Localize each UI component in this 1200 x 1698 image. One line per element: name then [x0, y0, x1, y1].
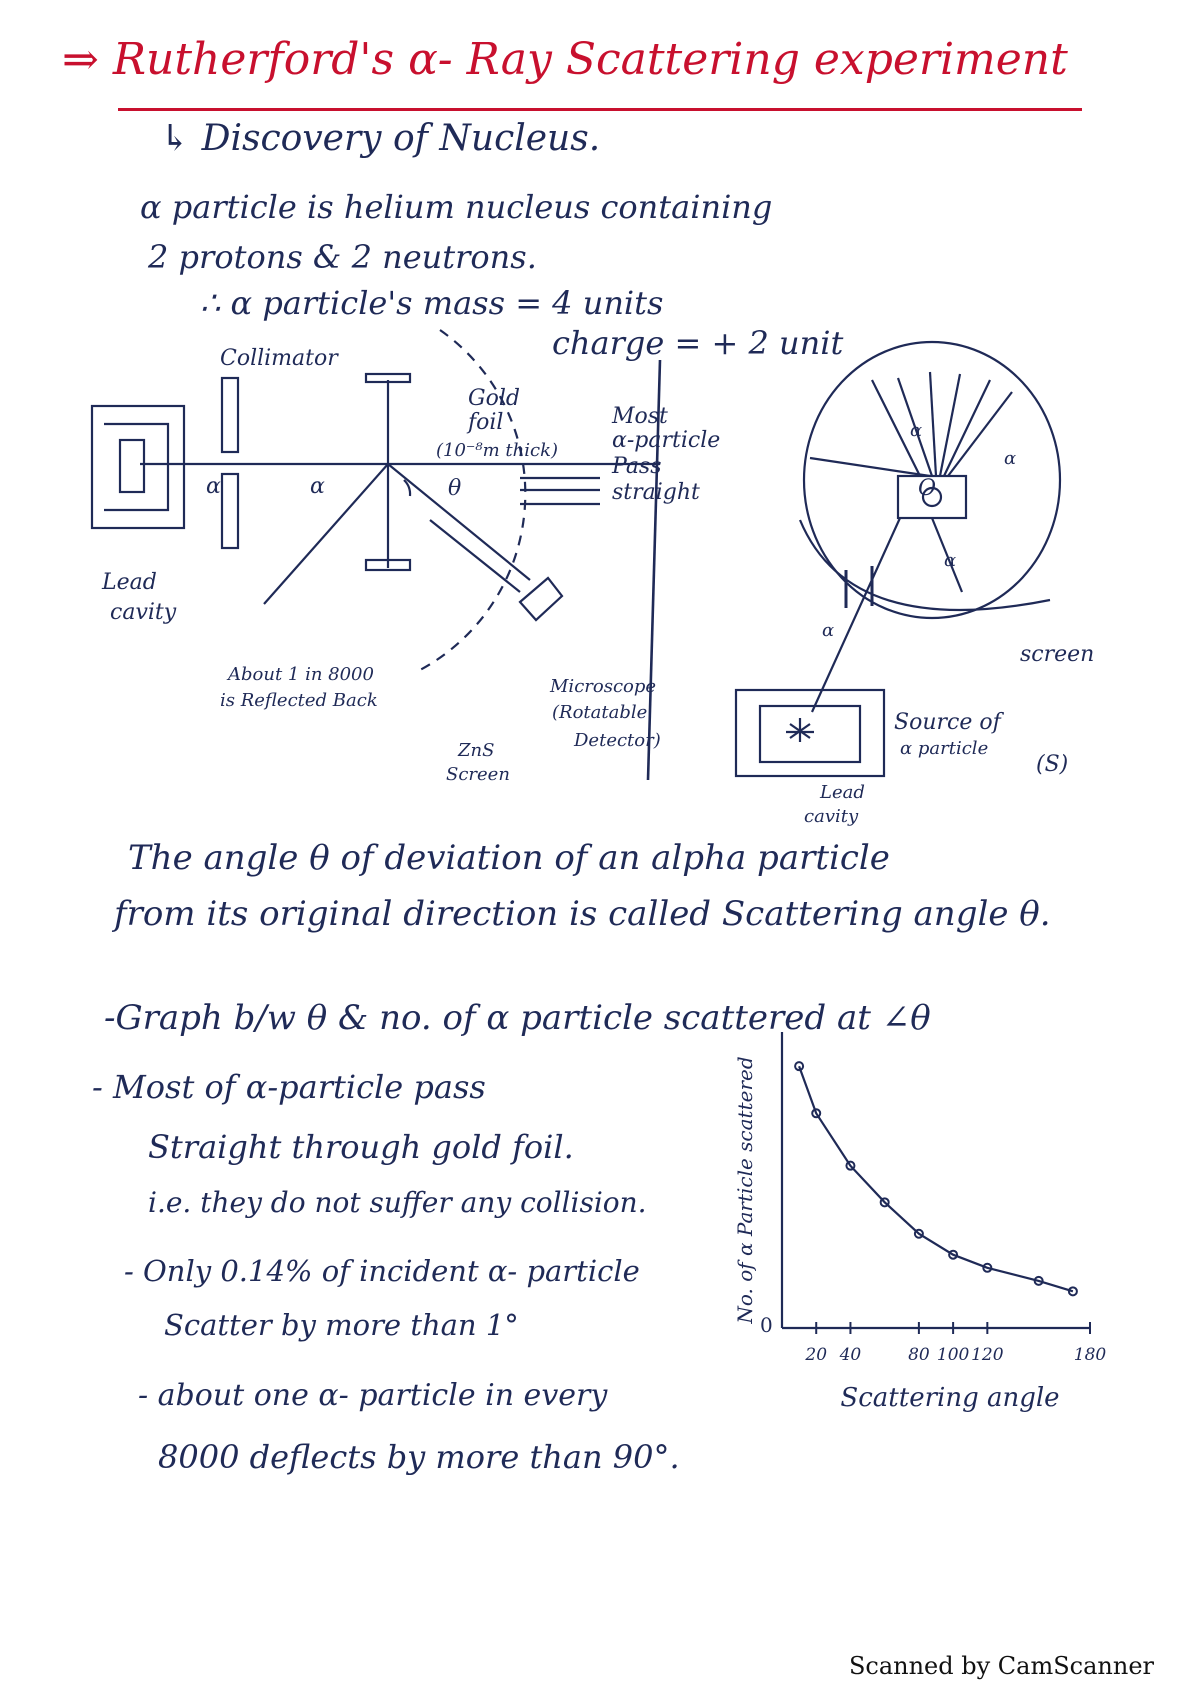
lead-cavity-label-2: cavity — [804, 806, 859, 827]
scanner-footer: Scanned by CamScanner — [848, 1652, 1154, 1680]
hook-arrow-icon: ↳ — [160, 118, 191, 159]
scattering-curve — [799, 1066, 1073, 1291]
origin-label: 0 — [760, 1313, 773, 1337]
note-3-line-2: 8000 deflects by more than 90°. — [158, 1438, 680, 1476]
most-label-1: Most — [612, 404, 668, 429]
alpha-ray-label-1: α — [910, 420, 923, 441]
arrow-right-icon: ⇒ — [62, 34, 99, 85]
title-text: Rutherford's α- Ray Scattering experiment — [112, 34, 1068, 85]
alpha-ray-label-3: α — [944, 550, 957, 571]
most-label-4: straight — [612, 480, 700, 505]
reflected-label-2: is Reflected Back — [220, 690, 378, 711]
most-label-3: Pass — [612, 454, 662, 479]
note-1-line-2: Straight through gold foil. — [148, 1128, 574, 1166]
x-tick-label: 100 — [936, 1345, 970, 1365]
collimator-label: Collimator — [220, 346, 338, 371]
zns-label-2: Screen — [446, 764, 510, 785]
x-tick-label: 20 — [805, 1345, 828, 1365]
x-tick-label: 80 — [908, 1345, 930, 1365]
note-2-line-1: - Only 0.14% of incident α- particle — [124, 1254, 640, 1288]
source-label-3: (S) — [1036, 752, 1069, 777]
intro-mass: ∴ α particle's mass = 4 units — [200, 284, 664, 322]
alpha-ray-label-4: α — [822, 620, 835, 641]
reflected-label-1: About 1 in 8000 — [228, 664, 374, 685]
microscope-label-2: (Rotatable — [552, 702, 648, 723]
intro-charge: charge = + 2 unit — [552, 324, 844, 362]
x-tick-label: 180 — [1073, 1345, 1107, 1365]
lead-label-2: cavity — [110, 600, 177, 625]
chart-points — [795, 1062, 1077, 1295]
microscope-label-3: Detector) — [574, 730, 661, 751]
note-1-line-1: - Most of α-particle pass — [92, 1068, 486, 1106]
definition-line-1: The angle θ of deviation of an alpha particle — [128, 838, 890, 878]
microscope-label-1: Microscope — [550, 676, 657, 697]
x-tick-label: 40 — [839, 1345, 862, 1365]
definition-line-2: from its original direction is called Scattering angle θ. — [114, 894, 1051, 934]
most-label-2: α-particle — [612, 428, 721, 453]
source-label-2: α particle — [900, 738, 989, 759]
screen-label: screen — [1020, 642, 1095, 667]
theta-label: θ — [448, 476, 462, 501]
intro-line-2: 2 protons & 2 neutrons. — [148, 238, 537, 276]
note-1-line-3: i.e. they do not suffer any collision. — [148, 1186, 647, 1219]
alpha-label-a: α — [206, 474, 221, 499]
nucleus-label: O — [918, 476, 937, 501]
gold-foil-label-2: foil — [468, 410, 504, 435]
x-axis-label: Scattering angle — [840, 1383, 1060, 1413]
note-3-line-1: - about one α- particle in every — [138, 1378, 608, 1413]
intro-line-1: α particle is helium nucleus containing — [140, 188, 773, 226]
graph-heading: -Graph b/w θ & no. of α particle scattered at ∠θ — [104, 998, 931, 1038]
source-label-1: Source of — [894, 710, 1001, 735]
lead-cavity-label-1: Lead — [820, 782, 865, 803]
x-tick-label: 120 — [971, 1345, 1004, 1365]
alpha-ray-label-2: α — [1004, 448, 1017, 469]
zns-label-1: ZnS — [458, 740, 495, 761]
gold-foil-label-1: Gold — [468, 386, 520, 411]
note-2-line-2: Scatter by more than 1° — [164, 1308, 519, 1342]
subtitle-text: Discovery of Nucleus. — [201, 118, 601, 159]
y-axis-label: No. of α Particle scattered — [733, 1056, 757, 1324]
alpha-label-b: α — [310, 474, 325, 499]
foil-thickness-label: (10⁻⁸m thick) — [436, 440, 559, 461]
lead-label-1: Lead — [102, 570, 157, 595]
